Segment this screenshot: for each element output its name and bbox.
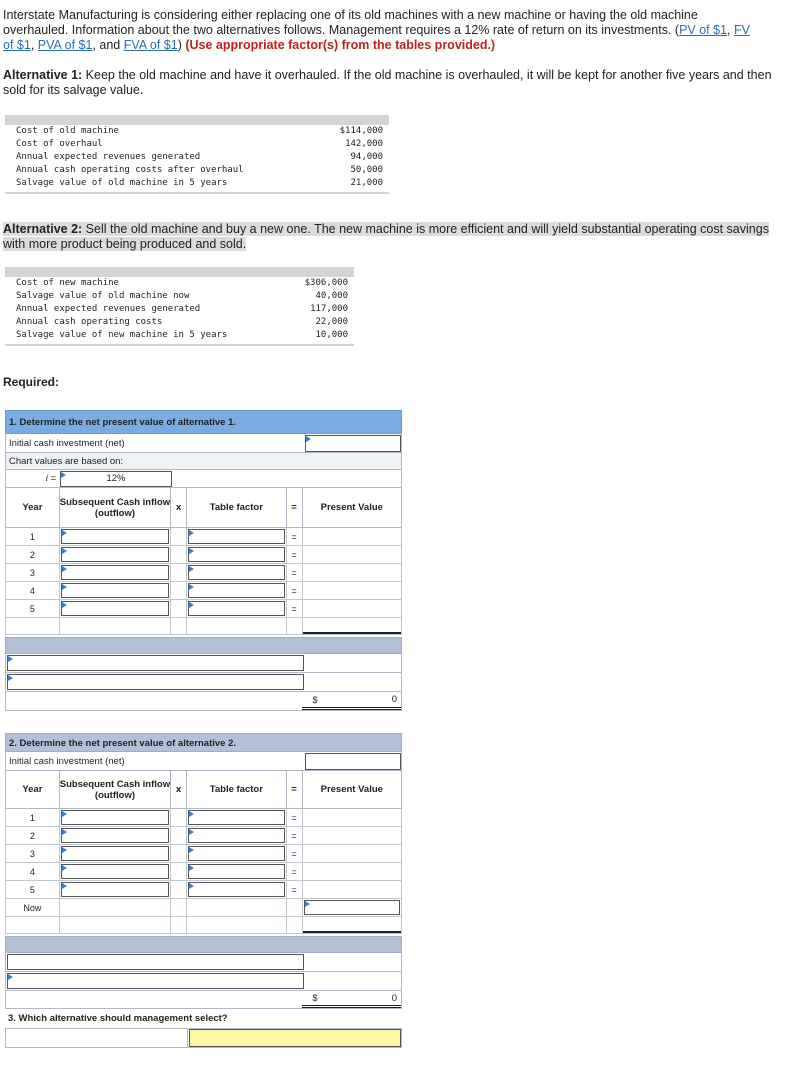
net-present-value-total: 0 bbox=[391, 694, 397, 705]
table-row: Annual expected revenues generated 117,000 bbox=[16, 304, 348, 314]
summary-label-input[interactable] bbox=[7, 655, 304, 671]
table-row: Annual cash operating costs 22,000 bbox=[16, 317, 348, 327]
part3-question: 3. Which alternative should management select? bbox=[8, 1013, 228, 1024]
link-fv-of-1[interactable]: FV of $1 bbox=[3, 23, 750, 52]
cash-flow-input[interactable] bbox=[61, 529, 169, 544]
table-row: Now bbox=[5, 899, 402, 917]
cash-flow-input[interactable] bbox=[61, 828, 169, 843]
table-row: Salvage value of old machine in 5 years 21,000 bbox=[16, 178, 383, 188]
cash-flow-input[interactable] bbox=[61, 846, 169, 861]
table-factor-input[interactable] bbox=[188, 547, 285, 562]
alternative-2-description: Alternative 2: Sell the old machine and buy a new one. The new machine is more efficient and will yield substantial operating cost savings with more product being produced and sold. bbox=[3, 222, 769, 251]
table-factor-input[interactable] bbox=[188, 601, 285, 616]
cash-flow-input[interactable] bbox=[61, 601, 169, 616]
table-row: 3 = bbox=[5, 845, 402, 863]
table-row: 5 = bbox=[5, 600, 402, 618]
table-row: Salvage value of old machine now 40,000 bbox=[16, 291, 348, 301]
cash-flow-input[interactable] bbox=[61, 547, 169, 562]
part1-title: 1. Determine the net present value of alternative 1. bbox=[5, 410, 402, 434]
initial-investment-input[interactable] bbox=[305, 753, 401, 770]
link-pva-of-1[interactable]: PVA of $1 bbox=[37, 38, 93, 52]
intro-text: Interstate Manufacturing is considering either replacing one of its old machines with a new machine or having the old machine overhauled. Information about the two alternatives follows. Management requires a 12% rate of return on its investments. ( bbox=[3, 8, 698, 37]
summary-label-input[interactable] bbox=[7, 954, 304, 970]
rate-input[interactable]: 12% bbox=[60, 471, 172, 487]
table-factor-input[interactable] bbox=[188, 882, 285, 897]
table-row: 4 = bbox=[5, 582, 402, 600]
initial-investment-input[interactable] bbox=[305, 435, 401, 452]
total-dollar-sign: $ bbox=[312, 694, 318, 705]
table-factor-input[interactable] bbox=[188, 846, 285, 861]
alternative-1-data-table bbox=[5, 115, 389, 194]
instruction-text: (Use appropriate factor(s) from the tables provided.) bbox=[185, 38, 496, 52]
total-dollar-sign: $ bbox=[312, 993, 318, 1003]
part2-title: 2. Determine the net present value of alternative 2. bbox=[5, 733, 402, 752]
rate-label: i = bbox=[45, 473, 56, 484]
cash-flow-input[interactable] bbox=[61, 810, 169, 825]
table-row: 4 = bbox=[5, 863, 402, 881]
now-present-value-input[interactable] bbox=[304, 900, 401, 915]
cash-flow-input[interactable] bbox=[61, 864, 169, 879]
table-row: 1 = bbox=[5, 528, 402, 546]
cash-flow-input[interactable] bbox=[61, 583, 169, 598]
initial-investment-label: Initial cash investment (net) bbox=[9, 755, 125, 767]
table-factor-input[interactable] bbox=[188, 529, 285, 544]
summary-label-input[interactable] bbox=[7, 973, 304, 989]
table-factor-input[interactable] bbox=[188, 810, 285, 825]
cash-flow-input[interactable] bbox=[61, 565, 169, 580]
alternative-select-dropdown[interactable] bbox=[189, 1029, 401, 1047]
table-row: Annual expected revenues generated 94,000 bbox=[16, 152, 383, 162]
initial-investment-label: Initial cash investment (net) bbox=[9, 437, 125, 449]
part1-worksheet bbox=[5, 410, 402, 711]
table-row: 1 = bbox=[5, 809, 402, 827]
table-row: 3 = bbox=[5, 564, 402, 582]
table-row: Cost of old machine $114,000 bbox=[16, 126, 383, 136]
column-header: Year Subsequent Cash inflow (outflow) x Table factor = Present Value bbox=[5, 771, 402, 809]
table-factor-input[interactable] bbox=[188, 565, 285, 580]
problem-intro: Interstate Manufacturing is considering either replacing one of its old machines with a new machine or having the old machine overhauled. Information about the two alternatives follows. Management requires a 12% rate of return on its investments. (PV of $1, FV of $1, PVA of $1, and FVA of $1) (Use appropriate factor(s) from the tables provided.) bbox=[3, 8, 750, 52]
table-row: 2 = bbox=[5, 546, 402, 564]
table-row: Cost of new machine $306,000 bbox=[16, 278, 348, 288]
alternative-1-description: Alternative 1: Keep the old machine and have it overhauled. If the old machine is overhauled, it will be kept for another five years and then sold for its salvage value. bbox=[3, 68, 772, 97]
table-row: 5 = bbox=[5, 881, 402, 899]
table-row: 2 = bbox=[5, 827, 402, 845]
alternative-2-data-table bbox=[5, 267, 354, 346]
table-row: Cost of overhaul 142,000 bbox=[16, 139, 383, 149]
net-present-value-total: 0 bbox=[391, 992, 397, 1004]
summary-label-input[interactable] bbox=[7, 674, 304, 690]
link-pv-of-1[interactable]: PV of $1 bbox=[679, 23, 728, 37]
table-row: Salvage value of new machine in 5 years 10,000 bbox=[16, 330, 348, 340]
part2-worksheet bbox=[5, 733, 402, 1048]
required-heading: Required: bbox=[3, 375, 60, 389]
chart-basis-label: Chart values are based on: bbox=[9, 455, 124, 467]
cash-flow-input[interactable] bbox=[61, 882, 169, 897]
link-fva-of-1[interactable]: FVA of $1 bbox=[123, 38, 178, 52]
column-header: Year Subsequent Cash inflow (outflow) x Table factor = Present Value bbox=[5, 488, 402, 528]
table-factor-input[interactable] bbox=[188, 864, 285, 879]
table-factor-input[interactable] bbox=[188, 583, 285, 598]
table-row: Annual cash operating costs after overhaul 50,000 bbox=[16, 165, 383, 175]
table-factor-input[interactable] bbox=[188, 828, 285, 843]
